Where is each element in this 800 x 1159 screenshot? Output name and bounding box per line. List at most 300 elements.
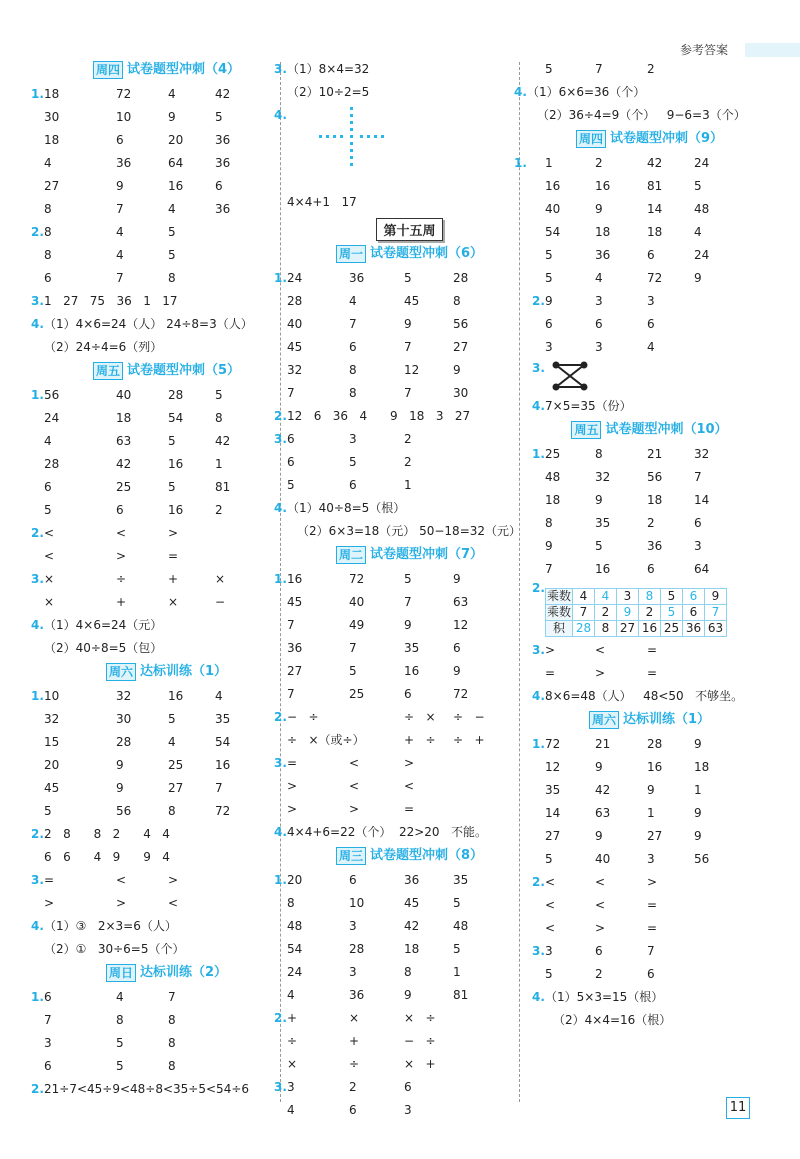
answer-text: 28 [453,271,469,285]
answer-row [274,405,532,428]
answer-row [31,823,289,846]
answer-text: 试卷题型冲刺（9） [609,131,724,146]
answer-text: 8×6=48（人） 48<50 不够坐。 [545,689,744,703]
question-number: 2. [532,581,545,595]
answer-text: > [44,896,55,910]
answer-row [527,917,772,940]
answer-text: 25 [168,758,184,772]
answer-text: 4 [349,294,357,308]
answer-row [31,221,289,244]
answer-row [527,963,772,986]
answer-text: 27 [44,179,60,193]
answer-text: < [595,898,606,912]
answer-text: 36 [683,621,705,637]
answer-text: 40 [349,595,365,609]
answer-row [527,871,772,894]
answer-text: 5 [349,455,357,469]
answer-text: 3 [287,1080,295,1094]
answer-row [274,58,532,81]
answer-text: 32 [116,689,132,703]
answer-text: 28 [647,737,663,751]
answer-text: 16 [639,621,661,637]
answer-row [527,443,772,466]
page-number: 11 [726,1097,750,1119]
answer-text: 6 [44,271,52,285]
answer-text: 36 [215,156,231,170]
answer-text: 15 [44,735,60,749]
answer-text: 27 [545,829,561,843]
answer-text: 7 [44,1013,52,1027]
answer-text: 3 [617,589,639,605]
answer-row [44,938,289,961]
answer-text: 21 [647,447,663,461]
answer-text: 18 [44,133,60,147]
answer-row [44,892,289,915]
answer-text: 16 [168,457,184,471]
answer-text: 5 [168,225,176,239]
multiplication-table [545,588,727,637]
question-number: 2. [274,710,287,724]
answer-text: （2）6×3=18（元） 50−18=32（元） [297,524,522,538]
section-header [527,711,772,729]
answer-row [274,428,532,451]
answer-text: 20 [44,758,60,772]
answer-row [527,986,772,1009]
answer-text: < [168,896,179,910]
answer-text: 7 [705,605,727,621]
answer-text: 24 [44,411,60,425]
answer-text: > [595,666,606,680]
answer-text: 27 [647,829,663,843]
dotted-cross-icon [317,105,417,169]
question-number: 1. [532,447,545,461]
answer-text: 30 [44,110,60,124]
answer-text: 48 [287,919,303,933]
section-header [44,362,289,380]
answer-text: 6 [595,317,603,331]
answer-text: < [44,549,55,563]
answer-text: 7 [349,317,357,331]
answer-text: + [287,1011,298,1025]
answer-text: 54 [287,942,303,956]
answer-text: 5 [404,572,412,586]
answer-text: 5 [545,248,553,262]
answer-text: ÷ [349,1057,360,1071]
question-number: 1. [274,873,287,887]
question-number: 1. [31,388,44,402]
answer-text: 10 [349,896,365,910]
answer-text: + [168,572,179,586]
answer-text: 6 [349,1103,357,1117]
answer-text: 4 [44,434,52,448]
answer-row [287,290,532,313]
answer-text: 9 [595,493,603,507]
answer-text: 2 [647,62,655,76]
answer-row [287,1053,532,1076]
question-number: 3. [31,294,44,308]
answer-text: 5 [168,434,176,448]
answer-row [274,752,532,775]
question-number: 4. [274,825,287,839]
answer-text: 9 [595,760,603,774]
answer-text: 2 8 8 2 4 4 [44,827,170,841]
answer-text: 42 [647,156,663,170]
answer-text: 9 [647,783,655,797]
answer-text: > [404,756,415,770]
question-number: 1. [31,87,44,101]
answer-text: = [647,921,658,935]
answer-text: 8 [404,965,412,979]
answer-row [527,489,772,512]
answer-row [44,754,289,777]
answer-row [44,336,289,359]
answer-row [31,986,289,1009]
answer-text: 5 [349,664,357,678]
answer-text: + [116,595,127,609]
answer-text: 16 [404,664,420,678]
answer-text: 72 [453,687,469,701]
answer-text: 28 [287,294,303,308]
section-header [44,663,289,681]
answer-row [44,1009,289,1032]
answer-row [31,915,289,938]
answer-text: 18 [116,411,132,425]
question-number: 2. [532,294,545,308]
answer-text: 8 [44,248,52,262]
answer-row [527,662,772,685]
connect-lines-icon [551,359,591,393]
answer-text: 2 [215,503,223,517]
answer-text: 9 [694,806,702,820]
answer-text: 1 [545,156,553,170]
answer-row [44,267,289,290]
answer-text: 积 [546,621,573,637]
answer-text: （1）6×6=36（个） [527,85,646,99]
answer-text: 6 [647,967,655,981]
answer-row [287,451,532,474]
answer-text: 8 [453,294,461,308]
question-number: 2. [274,409,287,423]
answer-text: 6 [215,179,223,193]
question-number: 3. [274,756,287,770]
answer-row [527,685,772,708]
answer-row [44,800,289,823]
answer-row [44,777,289,800]
answer-text: 6 [44,1059,52,1073]
answer-text: （1）5×3=15（根） [545,990,664,1004]
answer-text: 9 [694,737,702,751]
header-strip [745,43,800,57]
answer-text: （2）10÷2=5 [287,85,370,99]
question-number: 1. [514,156,527,170]
answer-text: 6 [116,133,124,147]
answer-text: 36 [349,988,365,1002]
answer-text: 试卷题型冲刺（5） [126,363,241,378]
answer-text: 1 [453,965,461,979]
answer-text: × ÷ [404,1011,436,1025]
answer-text: 9 [404,988,412,1002]
answer-text: 4 [287,988,295,1002]
answer-text: 试卷题型冲刺（10） [605,422,728,437]
answer-text: 9 [595,202,603,216]
answer-row [287,191,532,214]
answer-text: × [287,1057,298,1071]
answer-row [527,221,772,244]
answer-row [44,591,289,614]
question-number: 2. [31,225,44,239]
answer-text: 5 [694,179,702,193]
answer-text: 35 [404,641,420,655]
answer-row [31,1078,289,1101]
answer-text: 7 [168,990,176,1004]
answer-text: > [647,875,658,889]
question-number: 1. [274,271,287,285]
answer-text: 5 [168,480,176,494]
answer-text: 45 [287,595,303,609]
answer-text: 2 [349,1080,357,1094]
answer-text: 达标训练（1） [139,664,228,679]
answer-text: 16 [168,689,184,703]
answer-text: 5 [545,852,553,866]
answer-text: 7×5=35（份） [545,399,632,413]
answer-text: > [116,896,127,910]
answer-text: 1 [404,478,412,492]
answer-text: （1）③ 2×3=6（人） [44,919,177,933]
answer-text: 36 [116,156,132,170]
answer-text: 9 [116,179,124,193]
answer-text: 8 [168,1059,176,1073]
answer-text: 5 [545,967,553,981]
answer-text: 4 [168,735,176,749]
answer-text: 25 [661,621,683,637]
answer-text: × [44,572,55,586]
answer-text: （2）36÷4=9（个） 9−6=3（个） [537,108,746,122]
answer-text: 14 [545,806,561,820]
answer-text: 45 [287,340,303,354]
answer-text: 试卷题型冲刺（6） [369,246,484,261]
answer-row [287,336,532,359]
answer-text: 63 [453,595,469,609]
answer-text: = [287,756,298,770]
week-title [287,218,532,241]
answer-text: 8 [44,202,52,216]
answer-text: 3 [595,340,603,354]
answer-text: 21 [595,737,611,751]
answer-text: 周一 [336,245,366,263]
answer-row [287,591,532,614]
answer-text: 5 [453,942,461,956]
answer-text: 2 [595,156,603,170]
answer-row [527,558,772,581]
answer-text: 7 [287,618,295,632]
answer-text: 16 [287,572,303,586]
answer-row [527,198,772,221]
answer-text: 63 [595,806,611,820]
answer-text: 72 [349,572,365,586]
answer-text: > [168,873,179,887]
answer-text: 1 [647,806,655,820]
answer-text: 6 [683,605,705,621]
answer-text: < [349,779,360,793]
answer-text: 9 [453,664,461,678]
answer-text: 48 [545,470,561,484]
answer-text: 30 [116,712,132,726]
answer-text: 乘数 [546,589,571,603]
answer-text: = [44,873,55,887]
answer-text: 40 [545,202,561,216]
answer-row [287,683,532,706]
answer-text: 28 [573,621,595,637]
answer-text: 7 [287,386,295,400]
answer-row [274,1076,532,1099]
answer-row [527,336,772,359]
answer-row [44,175,289,198]
answer-text: 4 [168,87,176,101]
answer-text: 2 [404,455,412,469]
answer-row [44,198,289,221]
answer-row [287,313,532,336]
answer-text: 2 [647,516,655,530]
answer-text: 1 [694,783,702,797]
answer-text: 5 [545,271,553,285]
answer-text: 8 [595,621,617,637]
answer-text: 5 [404,271,412,285]
question-number: 2. [31,1082,44,1096]
question-number: 4. [31,618,44,632]
answer-text: 28 [349,942,365,956]
answer-text: 5 [116,1059,124,1073]
answer-text: < [404,779,415,793]
answer-text: 2 [404,432,412,446]
answer-text: > [116,549,127,563]
question-number: 2. [31,827,44,841]
answer-text: 7 [404,595,412,609]
answer-text: 36 [215,133,231,147]
answer-text: ÷ ×（或÷） [287,733,365,747]
answer-text: > [287,779,298,793]
answer-row [527,512,772,535]
answer-text: 18 [404,942,420,956]
answer-row [287,520,532,543]
answer-text: （1）4×6=24（人） 24÷8=3（人） [44,317,253,331]
answer-text: < [116,873,127,887]
question-number: 4. [274,108,287,122]
answer-text: 8 [168,271,176,285]
answer-text: 6 [44,990,52,1004]
answer-text: 18 [545,493,561,507]
answer-text: 28 [168,388,184,402]
answer-text: × [215,572,226,586]
answer-text: × + [404,1057,436,1071]
answer-text: 25 [349,687,365,701]
answer-text: = [404,802,415,816]
answer-text: < [595,875,606,889]
answer-text: 42 [215,87,231,101]
answer-row [44,453,289,476]
answer-text: 6 [116,503,124,517]
answer-text: 周五 [93,362,123,380]
answer-text: 8 [595,447,603,461]
answer-text: （2）① 30÷6=5（个） [44,942,185,956]
answer-text: 5 [287,478,295,492]
answer-text: × [168,595,179,609]
answer-text: 18 [595,225,611,239]
answer-row [287,637,532,660]
answer-row [514,81,772,104]
answer-text: 6 [404,687,412,701]
answer-row [527,466,772,489]
answer-text: × [44,595,55,609]
answer-text: 6 [287,455,295,469]
answer-text: 27 [287,664,303,678]
answer-text: 8 [168,1036,176,1050]
answer-text: 72 [215,804,231,818]
answer-row [287,359,532,382]
answer-text: 54 [545,225,561,239]
answer-row [44,244,289,267]
answer-text: 达标训练（2） [139,965,228,980]
answer-text: 3 [647,852,655,866]
answer-text: 28 [44,457,60,471]
answer-text: 42 [404,919,420,933]
answer-text: 14 [647,202,663,216]
answer-text: 3 [545,944,553,958]
answer-row [287,382,532,405]
answer-row [527,175,772,198]
question-number: 3. [532,944,545,958]
answer-text: 32 [694,447,710,461]
answer-text: 3 [44,1036,52,1050]
answer-row [287,81,532,104]
answer-text: 2 [595,967,603,981]
answer-text: 4×4+6=22（个） 22>20 不能。 [287,825,488,839]
answer-text: 40 [287,317,303,331]
answer-text: 9 [404,618,412,632]
answer-text: （1）40÷8=5（根） [287,501,406,515]
answer-text: 18 [647,225,663,239]
answer-text: 64 [694,562,710,576]
section-header [44,61,289,79]
answer-text: 21÷7<45÷9<48÷8<35÷5<54÷6 [44,1082,250,1096]
answer-text: 周五 [571,421,601,439]
answer-row [31,869,289,892]
answer-text: 周四 [576,130,606,148]
answer-text: 16 [168,179,184,193]
answer-text: > [287,802,298,816]
answer-text: 32 [595,470,611,484]
answer-text: 周三 [336,847,366,865]
answer-text: 6 [44,480,52,494]
answer-text: 4 [116,248,124,262]
answer-text: 7 [116,202,124,216]
answer-text: 35 [215,712,231,726]
answer-text: 6 [694,516,702,530]
answer-text: 54 [215,735,231,749]
answer-text: 36 [404,873,420,887]
answer-text: 18 [44,87,60,101]
answer-text: 6 [287,432,295,446]
question-number: 3. [31,572,44,586]
answer-text: 乘数 [546,605,571,619]
answer-text: 7 [573,605,595,621]
answer-text: ÷ [116,572,127,586]
answer-row [44,1055,289,1078]
answer-text: 48 [453,919,469,933]
answer-text: 5 [453,896,461,910]
answer-text: 8 [545,516,553,530]
answer-text: < [349,756,360,770]
answer-row [31,384,289,407]
